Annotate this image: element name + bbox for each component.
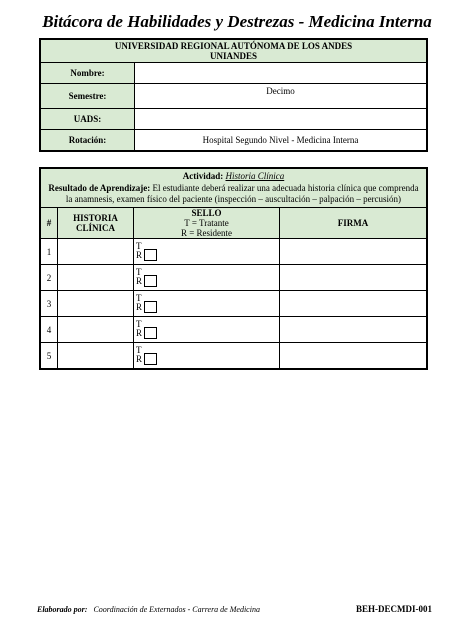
sello-checkbox[interactable] — [144, 275, 157, 287]
sello-cell[interactable] — [134, 239, 280, 265]
semestre-label: Semestre: — [40, 84, 135, 109]
actividad-label: Actividad: — [182, 171, 224, 181]
activity-row — [40, 343, 427, 370]
t-letter: T — [136, 293, 142, 303]
sello-checkbox[interactable] — [144, 327, 157, 339]
t-letter: T — [136, 241, 142, 251]
student-info-table — [39, 38, 428, 152]
sello-checkbox[interactable] — [144, 301, 157, 313]
historia-cell[interactable] — [58, 343, 134, 370]
col-sello-header — [134, 208, 280, 239]
page-title: Bitácora de Habilidades y Destrezas - Medicina Interna — [42, 12, 432, 31]
footer-elaborado — [37, 605, 260, 614]
semestre-value: Decimo — [266, 86, 295, 96]
sello-cell[interactable] — [134, 291, 280, 317]
historia-cell[interactable] — [58, 239, 134, 265]
row-number: 1 — [40, 239, 58, 265]
sello-cell[interactable] — [134, 343, 280, 370]
nombre-label: Nombre: — [40, 63, 135, 84]
firma-cell[interactable] — [280, 317, 428, 343]
elaborado-label: Elaborado por: — [37, 605, 88, 614]
sello-tr-marks — [134, 320, 279, 339]
university-header — [40, 39, 427, 63]
row-number: 5 — [40, 343, 58, 370]
actividad-value: Historia Clínica — [225, 171, 285, 181]
t-letter: T — [136, 267, 142, 277]
col-num-header: # — [40, 208, 58, 239]
r-letter: R — [136, 276, 143, 286]
resultado-text: El estudiante deberá realizar una adecuada historia clínica que comprenda la anamnesis, examen físico del paciente (inspección – auscultación – palpación – percusión) — [65, 183, 419, 204]
activity-row — [40, 291, 427, 317]
university-name: UNIVERSIDAD REGIONAL AUTÓNOMA DE LOS ANDES — [114, 41, 353, 51]
firma-cell[interactable] — [280, 239, 428, 265]
firma-cell[interactable] — [280, 265, 428, 291]
row-number: 4 — [40, 317, 58, 343]
historia-cell[interactable] — [58, 291, 134, 317]
nombre-field[interactable] — [135, 63, 428, 84]
sello-title: SELLO — [191, 208, 222, 218]
elaborado-value: Coordinación de Externados - Carrera de Medicina — [93, 605, 260, 614]
col-historia-header: HISTORIA CLÍNICA — [58, 208, 134, 239]
rotacion-label: Rotación: — [40, 130, 135, 152]
sello-tr-marks — [134, 346, 279, 365]
university-short: UNIANDES — [209, 51, 257, 61]
historia-cell[interactable] — [58, 317, 134, 343]
activity-rows — [40, 239, 427, 370]
document-code: BEH-DECMDI-001 — [356, 604, 432, 614]
r-letter: R — [136, 302, 143, 312]
uads-field[interactable] — [135, 109, 428, 130]
t-letter: T — [136, 345, 142, 355]
row-number: 2 — [40, 265, 58, 291]
uads-label: UADS: — [40, 109, 135, 130]
activity-row — [40, 239, 427, 265]
sello-tr-marks — [134, 294, 279, 313]
activity-description — [40, 168, 427, 208]
sello-r-legend: R = Residente — [180, 228, 233, 238]
sello-tr-marks — [134, 268, 279, 287]
col-firma-header: FIRMA — [280, 208, 428, 239]
firma-cell[interactable] — [280, 291, 428, 317]
r-letter: R — [136, 250, 143, 260]
activity-row — [40, 317, 427, 343]
sello-t-legend: T = Tratante — [184, 218, 229, 228]
resultado-label: Resultado de Aprendizaje: — [48, 183, 151, 193]
sello-checkbox[interactable] — [144, 249, 157, 261]
row-number: 3 — [40, 291, 58, 317]
r-letter: R — [136, 328, 143, 338]
sello-cell[interactable] — [134, 265, 280, 291]
semestre-field[interactable] — [135, 84, 428, 109]
firma-cell[interactable] — [280, 343, 428, 370]
activity-row — [40, 265, 427, 291]
historia-cell[interactable] — [58, 265, 134, 291]
t-letter: T — [136, 319, 142, 329]
sello-cell[interactable] — [134, 317, 280, 343]
activity-table — [39, 167, 428, 370]
r-letter: R — [136, 354, 143, 364]
sello-checkbox[interactable] — [144, 353, 157, 365]
rotacion-field[interactable]: Hospital Segundo Nivel - Medicina Interna — [135, 130, 428, 152]
sello-tr-marks — [134, 242, 279, 261]
